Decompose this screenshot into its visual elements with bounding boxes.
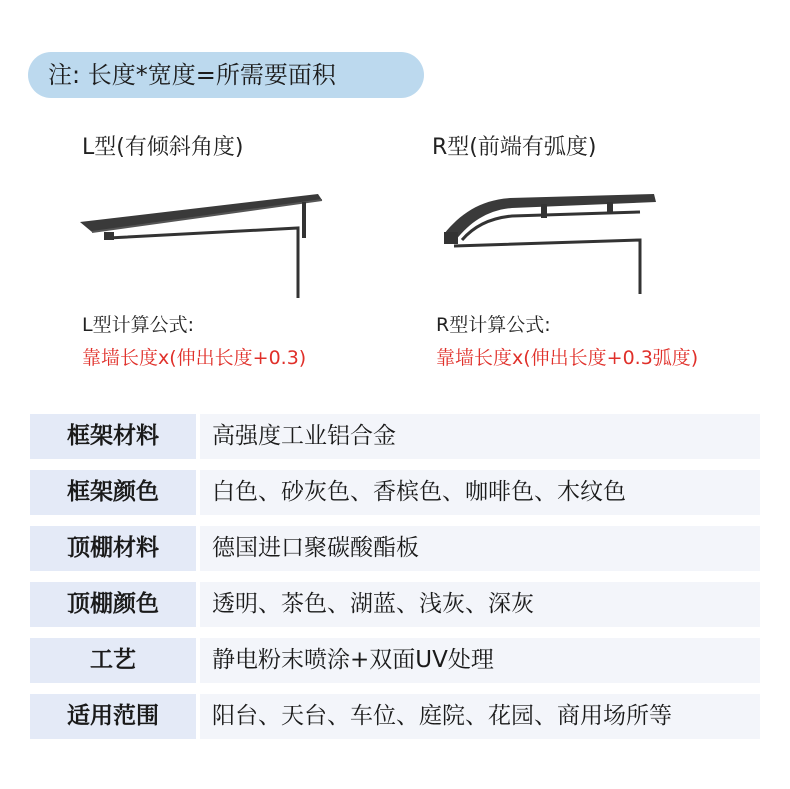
spec-value: 高强度工业铝合金 — [200, 414, 760, 459]
r-type-curved-roof — [444, 194, 656, 240]
spec-row-frame-color — [30, 470, 760, 515]
r-type-support-arm — [454, 240, 640, 294]
l-type-roof-panel — [80, 194, 322, 232]
spec-row-canopy-color — [30, 582, 760, 627]
r-type-formula-label: R型计算公式: — [436, 314, 551, 336]
spec-row-application — [30, 694, 760, 739]
spec-label: 适用范围 — [30, 694, 196, 739]
spec-table — [30, 414, 760, 750]
l-type-formula-label: L型计算公式: — [82, 314, 194, 336]
spec-label: 框架颜色 — [30, 470, 196, 515]
l-type-formula: 靠墙长度x(伸出长度+0.3) — [82, 347, 307, 369]
spec-label: 顶棚颜色 — [30, 582, 196, 627]
l-type-title: L型(有倾斜角度) — [82, 135, 244, 160]
spec-value: 德国进口聚碳酸酯板 — [200, 526, 760, 571]
spec-value: 白色、砂灰色、香槟色、咖啡色、木纹色 — [200, 470, 760, 515]
r-type-formula: 靠墙长度x(伸出长度+0.3弧度) — [436, 347, 699, 369]
spec-label: 工艺 — [30, 638, 196, 683]
r-type-awning-diagram — [440, 190, 660, 300]
spec-row-frame-material — [30, 414, 760, 459]
spec-label: 框架材料 — [30, 414, 196, 459]
note-banner: 注: 长度*宽度=所需要面积 — [28, 52, 424, 98]
l-type-support-arm — [108, 228, 298, 298]
spec-row-canopy-material — [30, 526, 760, 571]
spec-row-process — [30, 638, 760, 683]
spec-value: 阳台、天台、车位、庭院、花园、商用场所等 — [200, 694, 760, 739]
spec-value: 静电粉末喷涂+双面UV处理 — [200, 638, 760, 683]
spec-label: 顶棚材料 — [30, 526, 196, 571]
l-type-awning-diagram — [78, 188, 328, 298]
r-type-title: R型(前端有弧度) — [432, 135, 597, 160]
spec-value: 透明、茶色、湖蓝、浅灰、深灰 — [200, 582, 760, 627]
